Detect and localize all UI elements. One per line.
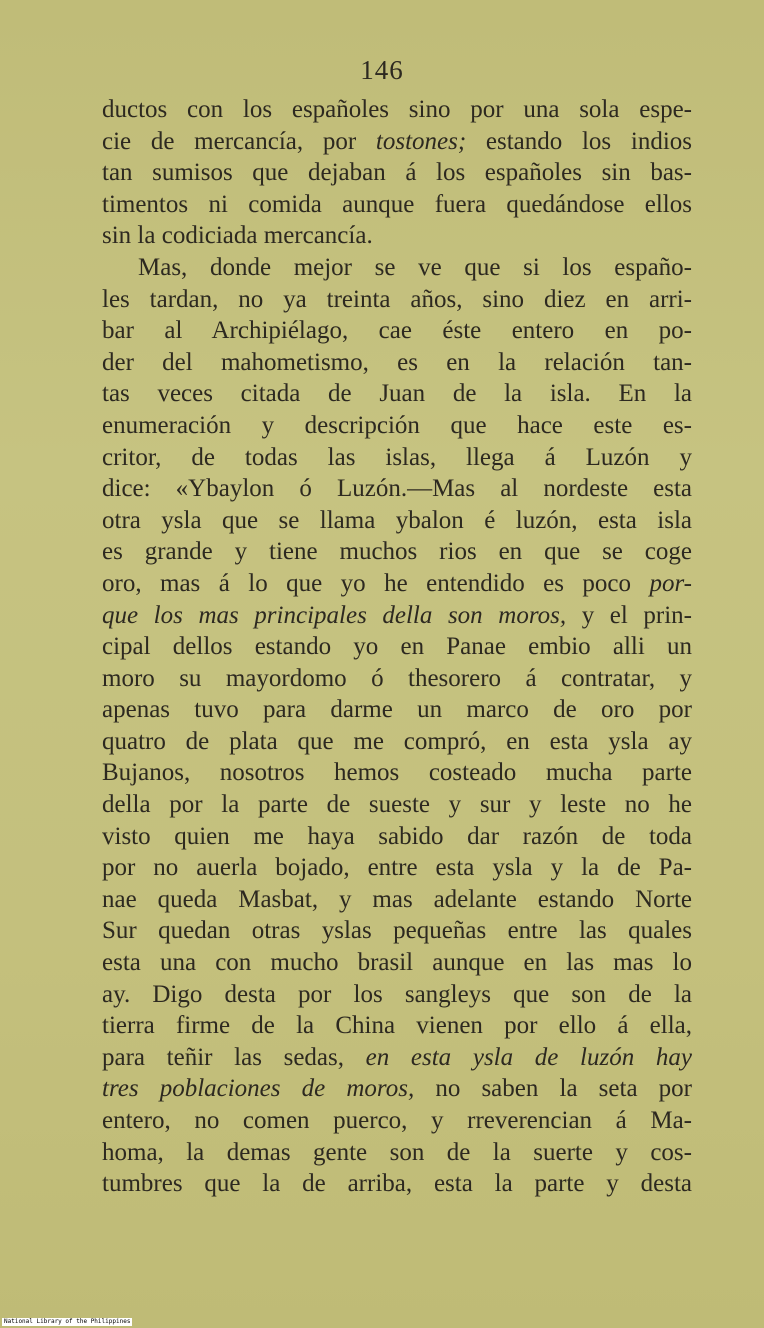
- text-line: homa, la demas gente son de la suerte y cos-: [102, 1138, 692, 1166]
- text-line: es grande y tiene muchos rios en que se coge: [102, 538, 692, 566]
- text-line: cie de mercancía, por tostones; estando los indios: [102, 127, 692, 155]
- body-text: [102, 94, 692, 1200]
- text-line: timentos ni comida aunque fuera quedándose ellos: [102, 190, 692, 218]
- text-line: que los mas principales della son moros, y el prin-: [102, 601, 693, 629]
- text-line: enumeración y descripción que hace este es-: [102, 411, 692, 439]
- text-line: entero, no comen puerco, y rreverencian á Ma-: [102, 1107, 692, 1134]
- text-line: della por la parte de sueste y sur y leste no he: [102, 791, 692, 819]
- text-line: visto quien me haya sabido dar razón de toda: [102, 822, 692, 850]
- text-line: tierra firme de la China vienen por ello á ella,: [102, 1012, 692, 1040]
- text-line: cipal dellos estando yo en Panae embio alli un: [102, 633, 692, 661]
- text-line: tan sumisos que dejaban á los españoles sin bas-: [102, 159, 692, 187]
- text-line: dice: «Ybaylon ó Luzón.—Mas al nordeste esta: [102, 475, 692, 503]
- text-line: der del mahometismo, es en la relación tan-: [102, 348, 692, 376]
- text-line: Sur quedan otras yslas pequeñas entre las quales: [102, 917, 692, 945]
- text-line: para teñir las sedas, en esta ysla de luzón hay: [102, 1043, 692, 1071]
- text-line: esta una con mucho brasil aunque en las mas lo: [102, 949, 692, 977]
- text-line: sin la codiciada mercancía.: [102, 222, 373, 250]
- text-line: critor, de todas las islas, llega á Luzón y: [102, 443, 692, 471]
- text-line: nae queda Masbat, y mas adelante estando Norte: [102, 885, 692, 913]
- text-line: tumbres que la de arriba, esta la parte y desta: [102, 1170, 692, 1198]
- text-line: Mas, donde mejor se ve que si los españo-: [138, 253, 692, 281]
- text-line: apenas tuvo para darme un marco de oro por: [102, 696, 692, 724]
- text-line: tres poblaciones de moros, no saben la seta por: [102, 1075, 692, 1103]
- page-number: 146: [360, 55, 404, 85]
- text-line: otra ysla que se llama ybalon é luzón, esta isla: [102, 506, 692, 534]
- text-line: bar al Archipiélago, cae éste entero en po-: [102, 317, 692, 345]
- text-line: por no auerla bojado, entre esta ysla y la de Pa-: [102, 854, 692, 882]
- text-line: ductos con los españoles sino por una sola espe-: [102, 96, 692, 123]
- text-line: oro, mas á lo que yo he entendido es poco por-: [102, 569, 692, 597]
- text-line: ay. Digo desta por los sangleys que son de la: [102, 980, 692, 1008]
- library-credit: National Library of the Philippines: [4, 1318, 131, 1325]
- text-line: les tardan, no ya treinta años, sino diez en arri-: [102, 285, 692, 313]
- text-line: moro su mayordomo ó thesorero á contratar, y: [102, 664, 692, 692]
- text-line: Bujanos, nosotros hemos costeado mucha parte: [102, 759, 692, 787]
- text-line: tas veces citada de Juan de la isla. En la: [102, 380, 692, 408]
- text-line: quatro de plata que me compró, en esta ysla ay: [102, 727, 692, 755]
